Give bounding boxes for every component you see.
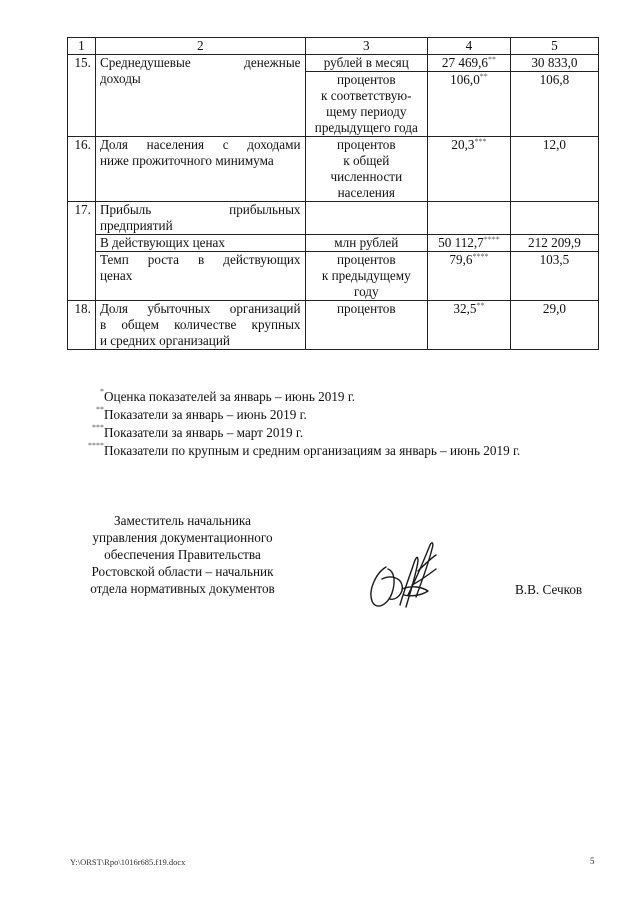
name-line: в общем количестве крупных xyxy=(99,317,301,332)
unit-line: щему периоду xyxy=(326,104,407,119)
value: 50 112,7 xyxy=(438,235,484,250)
title-line: отдела нормативных документов xyxy=(90,581,275,596)
signatory-name: В.В. Сечков xyxy=(515,582,583,597)
unit-line: процентов xyxy=(336,252,396,267)
value-col-5: 30 833,0 xyxy=(510,55,598,72)
footnote-mark: ** xyxy=(488,55,497,64)
header-col-4: 4 xyxy=(428,38,511,55)
value: 20,3 xyxy=(451,137,475,152)
unit-line: к предыдущему xyxy=(321,268,411,283)
footnote-mark: *** xyxy=(92,423,104,432)
title-line: Заместитель начальника xyxy=(114,513,251,528)
title-line: управления документационного xyxy=(92,530,273,545)
footnote-3 xyxy=(80,424,600,442)
name-line: и средних организаций xyxy=(99,333,230,348)
table-row-18 xyxy=(68,301,599,350)
name-line: ниже прожиточного минимума xyxy=(99,153,274,168)
table-row-15a xyxy=(68,55,599,72)
footnotes xyxy=(80,388,600,460)
handwritten-signature xyxy=(356,535,444,615)
header-col-5: 5 xyxy=(510,38,598,55)
unit-line: предыдущего года xyxy=(314,120,418,135)
footnote-mark: * xyxy=(100,387,104,396)
value-col-4 xyxy=(428,235,511,252)
unit-cell: рублей в месяц xyxy=(305,55,428,72)
footnote-text: Показатели за январь – март 2019 г. xyxy=(104,425,304,440)
footnote-4 xyxy=(80,442,600,460)
footnote-text: Показатели за январь – июнь 2019 г. xyxy=(104,407,307,422)
value-col-5: 29,0 xyxy=(510,301,598,350)
value-col-4 xyxy=(428,301,511,350)
value-col-5: 12,0 xyxy=(510,137,598,202)
row-number: 17. xyxy=(68,202,96,301)
unit-cell xyxy=(305,137,428,202)
unit-line: численности xyxy=(330,169,403,184)
name-line: Доля населения с доходами xyxy=(99,137,301,152)
name-line: доходы xyxy=(99,71,141,86)
header-col-3: 3 xyxy=(305,38,428,55)
footnote-mark: ** xyxy=(479,72,488,81)
indicator-name xyxy=(95,137,305,202)
value-col-4-empty xyxy=(428,202,511,235)
value-col-4 xyxy=(428,137,511,202)
header-col-1: 1 xyxy=(68,38,96,55)
name-line: Доля убыточных организаций xyxy=(99,301,301,316)
value-col-4 xyxy=(428,72,511,137)
unit-cell: процентов xyxy=(305,301,428,350)
row-number: 16. xyxy=(68,137,96,202)
value: 106,0 xyxy=(450,72,480,87)
indicator-name xyxy=(95,55,305,137)
title-line: Ростовской области – начальник xyxy=(91,564,274,579)
value-col-4 xyxy=(428,55,511,72)
indicators-table xyxy=(67,37,599,350)
footnote-mark: ** xyxy=(96,405,104,414)
name-line: ценах xyxy=(99,268,133,283)
header-col-2: 2 xyxy=(95,38,305,55)
value-col-4 xyxy=(428,252,511,301)
name-line: Темп роста в действующих xyxy=(99,252,301,267)
value: 79,6 xyxy=(449,252,473,267)
unit-cell xyxy=(305,72,428,137)
value-col-5: 103,5 xyxy=(510,252,598,301)
footnote-mark: **** xyxy=(483,235,500,244)
table-header-row xyxy=(68,38,599,55)
unit-line: процентов xyxy=(336,72,396,87)
unit-line: населения xyxy=(337,185,395,200)
footnote-2 xyxy=(80,406,600,424)
table-row-17-title xyxy=(68,202,599,235)
unit-cell xyxy=(305,252,428,301)
value: 32,5 xyxy=(453,301,477,316)
title-line: обеспечения Правительства xyxy=(104,547,261,562)
unit-line: к общей xyxy=(343,153,390,168)
page-number: 5 xyxy=(590,856,595,866)
indicator-subname xyxy=(95,252,305,301)
footnote-mark: ** xyxy=(476,301,485,310)
indicator-subname: В действующих ценах xyxy=(95,235,305,252)
footnote-text: Показатели по крупным и средним организациям за январь – июнь 2019 г. xyxy=(104,443,521,458)
unit-line: году xyxy=(353,284,379,299)
value-col-5: 106,8 xyxy=(510,72,598,137)
file-path: Y:\ORST\Rpo\1016r685.f19.docx xyxy=(70,857,186,867)
unit-cell-empty xyxy=(305,202,428,235)
value: 27 469,6 xyxy=(441,55,489,70)
footnote-mark: **** xyxy=(472,252,489,261)
table-row-17-growth-rate xyxy=(68,252,599,301)
footnote-1 xyxy=(80,388,600,406)
unit-line: процентов xyxy=(336,137,396,152)
value-col-5: 212 209,9 xyxy=(510,235,598,252)
signatory-title xyxy=(70,512,295,597)
indicator-name xyxy=(95,301,305,350)
value-col-5-empty xyxy=(510,202,598,235)
row-number: 18. xyxy=(68,301,96,350)
name-line: предприятий xyxy=(99,218,173,233)
name-line: Среднедушевые денежные xyxy=(99,55,301,70)
footnote-mark: *** xyxy=(474,137,487,146)
table-row-17-current-prices xyxy=(68,235,599,252)
table-row-16 xyxy=(68,137,599,202)
unit-cell: млн рублей xyxy=(305,235,428,252)
name-line: Прибыль прибыльных xyxy=(99,202,301,217)
footnote-mark: **** xyxy=(88,441,104,450)
unit-line: к соответствую- xyxy=(321,88,412,103)
footnote-text: Оценка показателей за январь – июнь 2019 г. xyxy=(104,389,356,404)
indicator-name xyxy=(95,202,305,235)
row-number: 15. xyxy=(68,55,96,137)
